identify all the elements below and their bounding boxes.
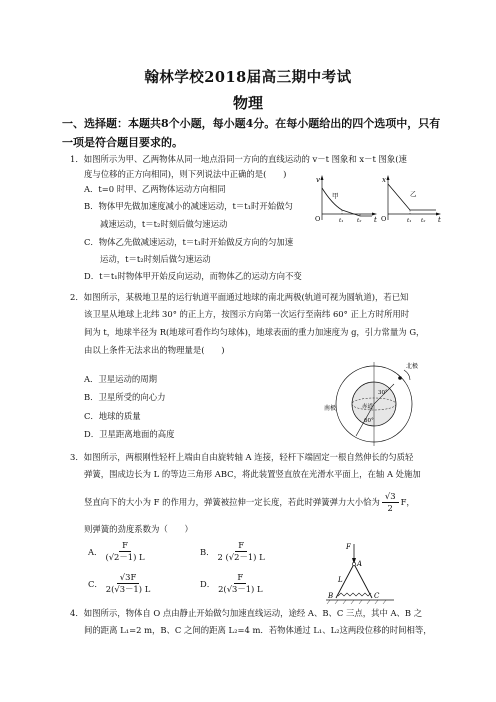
vt-xlabel: t [374, 216, 377, 224]
angle-60-label: 60° [364, 418, 374, 424]
q3-option-c: C． $\frac{√3F}{2(√3-1) L}$ [88, 572, 151, 594]
question-2-stem: 2．如图所示，某极地卫星的运行轨道平面通过地球的南北两极(轨道可视为圆轨道)，若已知 该卫星从地球上北纬 30° 的正上方，按图示方向第一次运行至南纬 60° 正上方时所用时 间为 t，地球半径为 R(地球可看作均匀球体)，地球表面的重力加速度为 g，引力常量为 G， 由以上条件无法求出的物理量是( ) [70, 292, 425, 355]
question-3-line3: 竖直向下的大小为 F 的作用力，弹簧被拉伸一定长度，若此时弹簧弹力大小恰为 $\frac{√3}{2}$ F， [84, 491, 415, 513]
q3-option-a: A． $\frac{F}{(√2-1) L}$ [88, 540, 145, 562]
q2-option-d: D．卫星距离地面的高度 [84, 429, 175, 439]
north-pole-label: 北极 [406, 363, 419, 370]
vertex-c-label: C [374, 592, 380, 600]
q3-option-d: D． $\frac{F}{2(√3-1) L}$ [200, 572, 263, 594]
q2-orbit-figure [322, 358, 422, 450]
question-4-stem: 4．如图所示，物体自 O 点由静止开始做匀加速直线运动，途经 A、B、C 三点，其中 A、B 之 间的距离 L₁=2 m，B、C 之间的距离 L₂=4 m．若物体通过 L₁、L₂这两段位移的时间相等， [70, 608, 432, 635]
satellite-dot [398, 376, 402, 380]
section-heading: 一、选择题：本题共8个小题，每小题4分。在每小题给出的四个选项中，只有 一项是符合题目要求的。 [62, 117, 441, 149]
q1-option-b-line1: B．物体甲先做加速度减小的减速运动，t＝t₁时开始做匀 [84, 201, 293, 211]
side-l-label: L [338, 576, 343, 584]
q2-option-c: C．地球的质量 [84, 411, 141, 421]
q2-option-a: A．卫星运动的周期 [84, 374, 158, 384]
q1-option-c-line1: C．物体乙先做减速运动，t＝t₁时开始做反方向的匀加速 [84, 237, 294, 247]
angle-30-label: 30° [378, 390, 388, 396]
q1-option-b-line2: 减速运动，t＝t₂时刻后做匀速运动 [100, 219, 228, 229]
vt-curve-label: 甲 [332, 192, 339, 200]
vt-graph [315, 175, 377, 224]
xt-curve-label: 乙 [410, 190, 417, 198]
xt-t1: t₁ [407, 218, 412, 224]
question-3-stem: 3．如图所示，两根刚性轻杆上端由自由旋转轴 A 连接，轻杆下端固定一根自然伸长的匀质轻 弹簧，围成边长为 L 的等边三角形 ABC，将此装置竖直放在光滑水平面上，在轴 A 处施加 [70, 452, 421, 479]
q3-frac: $\frac{√3}{2}$ [382, 491, 399, 514]
q1-option-d: D．t＝t₁时物体甲开始反向运动，而物体乙的运动方向不变 [84, 271, 302, 281]
exam-title: 翰林学校2018届高三期中考试 [144, 69, 352, 86]
question-3-line4: 则弹簧的劲度系数为（ ） [84, 524, 193, 534]
vt-ylabel: v [316, 176, 320, 184]
xt-ylabel: x [382, 176, 386, 184]
subject-title: 物理 [232, 94, 263, 112]
question-1-stem: 1．如图所示为甲、乙两物体从同一地点沿同一方向的直线运动的 v－t 图象和 x－t 图象(速 度与位移的正方向相同)，则下列说法中正确的是( ) [70, 154, 407, 179]
vt-origin: O [315, 215, 321, 223]
q1-graphs [314, 174, 444, 230]
q3-option-b: B． $\frac{F}{2 (√2-1) L}$ [200, 540, 265, 562]
q1-option-c-line2: 运动，t＝t₂时刻后做匀速运动 [100, 254, 211, 264]
rod-ac [354, 564, 372, 598]
q1-option-a: A．t=0 时甲、乙两物体运动方向相同 [84, 184, 226, 194]
xt-graph [381, 175, 441, 224]
vt-t2: t₂ [357, 218, 362, 224]
south-pole-label: 南极 [324, 405, 337, 412]
xt-origin: O [381, 215, 387, 223]
xt-xlabel: t [438, 216, 441, 224]
equator-label: 赤道 [362, 404, 374, 410]
vt-t1: t₁ [339, 218, 344, 224]
q3-triangle-figure [324, 540, 404, 612]
vertex-b-label: B [328, 592, 334, 600]
q2-option-b: B．卫星所受的向心力 [84, 392, 166, 402]
force-label: F [346, 543, 351, 551]
xt-t2: t₂ [421, 218, 426, 224]
spring [338, 593, 371, 596]
vertex-a-label: A [357, 560, 363, 568]
